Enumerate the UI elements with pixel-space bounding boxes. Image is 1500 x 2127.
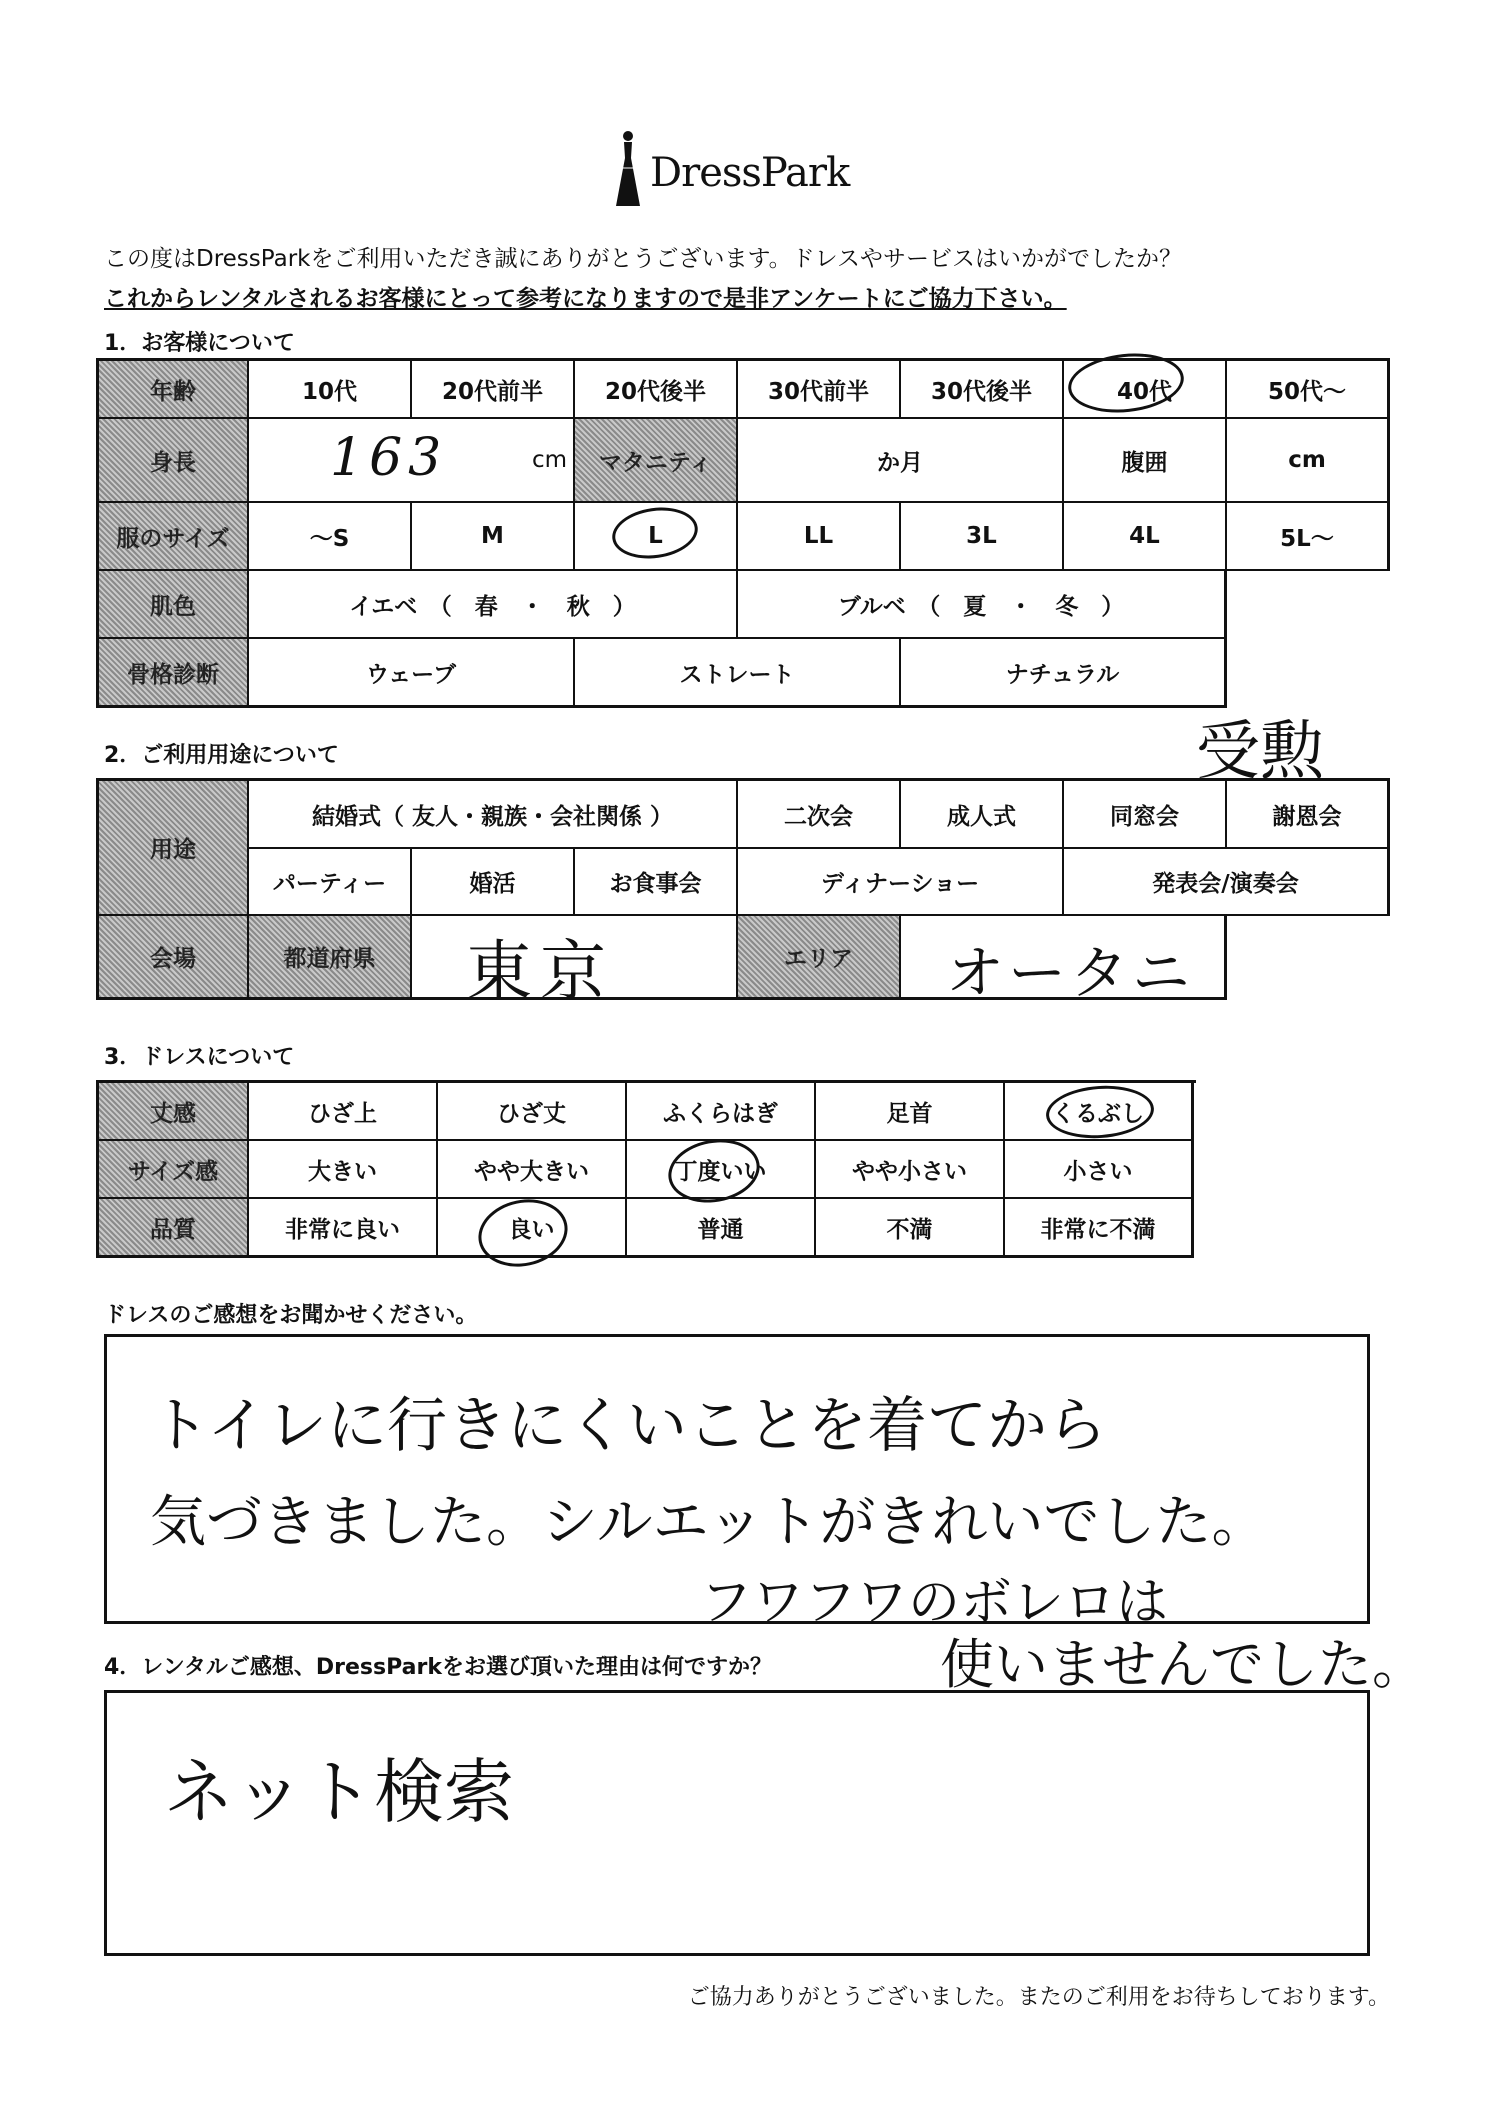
dress-icon: [610, 128, 646, 218]
size-option[interactable]: LL: [738, 503, 901, 571]
reason-handwritten: ネット検索: [164, 1751, 514, 1833]
prefecture-label: 都道府県: [249, 916, 412, 1000]
waist-label: 腹囲: [1064, 419, 1227, 503]
size-option[interactable]: 〜S: [249, 503, 412, 571]
area-handwritten: オータニ: [946, 939, 1195, 1007]
dress-table: [96, 1080, 1196, 1258]
prefecture-handwritten: 東京: [466, 933, 614, 1010]
footer-thanks: ご協力ありがとうございました。またのご利用をお待ちしております。: [687, 1985, 1390, 2010]
skin-label: 肌色: [99, 571, 249, 639]
section-3-title: 3．ドレスについて: [104, 1045, 295, 1070]
purpose-thanks-party[interactable]: 謝恩会: [1227, 781, 1390, 849]
size-option-selected[interactable]: L: [575, 503, 738, 571]
age-label: 年齢: [99, 361, 249, 419]
fit-option[interactable]: 小さい: [1005, 1141, 1194, 1199]
quality-option[interactable]: 普通: [627, 1199, 816, 1258]
impression-line-1: トイレに行きにくいことを着てから: [150, 1391, 1107, 1461]
purpose-dinner[interactable]: お食事会: [575, 849, 738, 916]
maternity-label: マタニティ: [575, 419, 738, 503]
frame-option[interactable]: ストレート: [575, 639, 901, 708]
purpose-table: [96, 778, 1390, 1000]
skin-blue[interactable]: ブルベ （ 夏 ・ 冬 ）: [738, 571, 1227, 639]
length-option[interactable]: ふくらはぎ: [627, 1083, 816, 1141]
quality-option[interactable]: 非常に良い: [249, 1199, 438, 1258]
quality-label: 品質: [99, 1199, 249, 1258]
venue-label: 会場: [99, 916, 249, 1000]
intro-line-1: この度はDressParkをご利用いただき誠にありがとうございます。ドレスやサービスはいかがでしたか？: [104, 246, 1182, 272]
section-2-title: 2．ご利用用途について: [104, 743, 339, 768]
maternity-months[interactable]: [738, 419, 1064, 503]
frame-option[interactable]: ウェーブ: [249, 639, 575, 708]
age-option[interactable]: 20代前半: [412, 361, 575, 419]
handwritten-note-jukun: 受勲: [1196, 715, 1324, 789]
impression-line-3: フワフワのボレロは: [700, 1573, 1169, 1633]
height-handwritten: 163: [330, 428, 448, 488]
impression-line-2: 気づきました。シルエットがきれいでした。: [150, 1490, 1268, 1555]
length-option[interactable]: 足首: [816, 1083, 1005, 1141]
size-option[interactable]: M: [412, 503, 575, 571]
customer-table: [96, 358, 1390, 708]
age-option[interactable]: 30代前半: [738, 361, 901, 419]
age-option[interactable]: 10代: [249, 361, 412, 419]
purpose-afterparty[interactable]: 二次会: [738, 781, 901, 849]
section-4-title: 4．レンタルご感想、DressParkをお選び頂いた理由は何ですか？: [104, 1655, 772, 1680]
fit-option[interactable]: 大きい: [249, 1141, 438, 1199]
length-option-selected[interactable]: くるぶし: [1005, 1083, 1194, 1141]
area-label: エリア: [738, 916, 901, 1000]
length-label: 丈感: [99, 1083, 249, 1141]
quality-option[interactable]: 不満: [816, 1199, 1005, 1258]
quality-option[interactable]: 非常に不満: [1005, 1199, 1194, 1258]
fit-option[interactable]: やや大きい: [438, 1141, 627, 1199]
age-option[interactable]: 30代後半: [901, 361, 1064, 419]
size-option[interactable]: 4L: [1064, 503, 1227, 571]
purpose-konkatsu[interactable]: 婚活: [412, 849, 575, 916]
dresspark-logo: [610, 128, 870, 218]
quality-option-selected[interactable]: 良い: [438, 1199, 627, 1258]
purpose-wedding[interactable]: 結婚式（ 友人・親族・会社関係 ）: [249, 781, 738, 849]
size-option[interactable]: 5L〜: [1227, 503, 1390, 571]
maternity-unit: か月: [877, 449, 923, 476]
height-label: 身長: [99, 419, 249, 503]
frame-label: 骨格診断: [99, 639, 249, 708]
fit-option[interactable]: やや小さい: [816, 1141, 1005, 1199]
purpose-coming-of-age[interactable]: 成人式: [901, 781, 1064, 849]
size-option[interactable]: 3L: [901, 503, 1064, 571]
age-option-selected[interactable]: 40代: [1064, 361, 1227, 419]
intro-line-2: これからレンタルされるお客様にとって参考になりますので是非アンケートにご協力下さい。: [104, 286, 1067, 312]
impression-line-4: 使いませんでした。: [940, 1633, 1426, 1696]
waist-unit[interactable]: cm: [1227, 419, 1390, 503]
brand-name: DressPark: [650, 150, 850, 196]
length-option[interactable]: ひざ上: [249, 1083, 438, 1141]
frame-option[interactable]: ナチュラル: [901, 639, 1227, 708]
height-unit: cm: [531, 447, 567, 473]
purpose-recital[interactable]: 発表会/演奏会: [1064, 849, 1390, 916]
purpose-label: 用途: [99, 781, 249, 916]
skin-yellow[interactable]: イエベ （ 春 ・ 秋 ）: [249, 571, 738, 639]
fit-option-selected[interactable]: 丁度いい: [627, 1141, 816, 1199]
fit-label: サイズ感: [99, 1141, 249, 1199]
section-1-title: 1．お客様について: [104, 331, 295, 356]
size-label: 服のサイズ: [99, 503, 249, 571]
purpose-reunion[interactable]: 同窓会: [1064, 781, 1227, 849]
length-option[interactable]: ひざ丈: [438, 1083, 627, 1141]
age-option[interactable]: 20代後半: [575, 361, 738, 419]
impression-prompt: ドレスのご感想をお聞かせください。: [104, 1303, 478, 1328]
purpose-party[interactable]: パーティー: [249, 849, 412, 916]
purpose-dinner-show[interactable]: ディナーショー: [738, 849, 1064, 916]
age-option[interactable]: 50代〜: [1227, 361, 1390, 419]
